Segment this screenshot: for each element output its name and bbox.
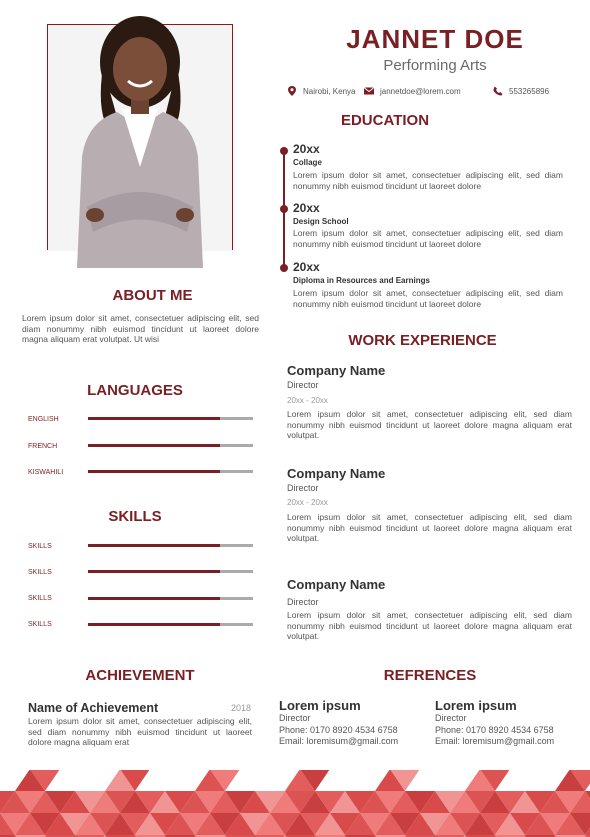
- education-year: 20xx: [293, 142, 320, 156]
- reference-name: Lorem ipsum: [279, 698, 361, 713]
- profile-photo-frame: [47, 24, 233, 250]
- job-description: Lorem ipsum dolor sit amet, consectetuer adipiscing elit, sed diam nonummy nibh euismod tincidunt ut laoreet dolore magna aliquam erat volutpat.: [287, 610, 572, 641]
- about-title: ABOUT ME: [112, 287, 193, 304]
- language-level-fill: [88, 417, 220, 420]
- timeline-dot: [280, 264, 288, 272]
- skill-level-fill: [88, 570, 220, 573]
- language-level-fill: [88, 444, 220, 447]
- references-title: REFRENCES: [383, 667, 477, 684]
- timeline-dot: [280, 147, 288, 155]
- skill-level-bar: [88, 623, 253, 626]
- contact-location: [287, 86, 355, 96]
- company-name: Company Name: [287, 466, 386, 481]
- contact-phone[interactable]: [493, 86, 549, 96]
- job-role: Director: [287, 380, 319, 390]
- phone-icon: [493, 86, 503, 96]
- contact-phone-text: 553265896: [509, 86, 550, 96]
- job-role: Director: [287, 597, 319, 607]
- profile-photo: [47, 7, 233, 268]
- language-level-bar: [88, 470, 253, 473]
- job-description: Lorem ipsum dolor sit amet, consectetuer adipiscing elit, sed diam nonummy nibh euismod tincidunt ut laoreet dolore magna aliquam erat volutpat.: [287, 512, 572, 543]
- language-label: ENGLISH: [28, 416, 59, 423]
- education-description: Lorem ipsum dolor sit amet, consectetuer adipiscing elit, sed diam nonummy nibh euismod tincidunt ut laoreet dolore: [293, 170, 563, 191]
- skill-level-bar: [88, 597, 253, 600]
- reference-card: [435, 698, 554, 748]
- language-label: FRENCH: [28, 443, 58, 450]
- reference-role: Director: [279, 713, 311, 723]
- contact-email-text: jannetdoe@lorem.com: [380, 86, 461, 96]
- job-description: Lorem ipsum dolor sit amet, consectetuer adipiscing elit, sed diam nonummy nibh euismod tincidunt ut laoreet dolore magna aliquam erat volutpat.: [287, 409, 572, 440]
- skill-level-fill: [88, 623, 220, 626]
- achievement-title: ACHIEVEMENT: [85, 667, 195, 684]
- skill-label: SKILLS: [28, 569, 52, 576]
- language-level-bar: [88, 444, 253, 447]
- achievement-year: 2018: [231, 703, 252, 713]
- skill-level-fill: [88, 544, 220, 547]
- education-institution: Design School: [293, 217, 349, 226]
- candidate-profession: Performing Arts: [383, 57, 487, 74]
- skill-label: SKILLS: [28, 543, 52, 550]
- education-year: 20xx: [293, 260, 320, 274]
- contact-email[interactable]: [364, 86, 461, 96]
- achievement-text: Lorem ipsum dolor sit amet, consectetuer adipiscing elit, sed diam nonummy nibh euismod tincidunt ut laoreet dolore magna aliquam erat: [28, 716, 252, 747]
- job-dates: 20xx - 20xx: [287, 498, 328, 507]
- skills-title: SKILLS: [108, 508, 162, 525]
- education-title: EDUCATION: [340, 112, 430, 129]
- education-institution: Collage: [293, 158, 322, 167]
- job-dates: 20xx - 20xx: [287, 396, 328, 405]
- skill-level-bar: [88, 570, 253, 573]
- language-level-bar: [88, 417, 253, 420]
- company-name: Company Name: [287, 363, 386, 378]
- education-description: Lorem ipsum dolor sit amet, consectetuer adipiscing elit, sed diam nonummy nibh euismod tincidunt ut laoreet dolore: [293, 288, 563, 309]
- work-title: WORK EXPERIENCE: [348, 332, 497, 349]
- company-name: Company Name: [287, 577, 386, 592]
- language-level-fill: [88, 470, 220, 473]
- reference-email: Email: loremisum@gmail.com: [279, 736, 399, 746]
- skill-label: SKILLS: [28, 621, 52, 628]
- job-role: Director: [287, 483, 319, 493]
- skill-level-bar: [88, 544, 253, 547]
- timeline-dot: [280, 205, 288, 213]
- language-label: KISWAHILI: [28, 469, 64, 476]
- achievement-name: Name of Achievement: [28, 701, 159, 715]
- reference-phone: Phone: 0170 8920 4534 6758: [279, 724, 398, 735]
- envelope-icon: [364, 86, 374, 96]
- education-description: Lorem ipsum dolor sit amet, consectetuer adipiscing elit, sed diam nonummy nibh euismod tincidunt ut laoreet dolore: [293, 228, 563, 249]
- reference-name: Lorem ipsum: [435, 698, 517, 713]
- skill-level-fill: [88, 597, 220, 600]
- reference-role: Director: [435, 713, 467, 723]
- education-institution: Diploma in Resources and Earnings: [293, 276, 430, 285]
- skill-label: SKILLS: [28, 595, 52, 602]
- reference-card: [279, 698, 398, 748]
- candidate-name: JANNET DOE: [346, 24, 524, 54]
- footer-triangle-pattern: [0, 770, 590, 837]
- languages-title: LANGUAGES: [87, 382, 183, 399]
- contact-location-text: Nairobi, Kenya: [303, 86, 356, 96]
- about-text: Lorem ipsum dolor sit amet, consectetuer adipiscing elit, sed diam nonummy nibh euismod tincidunt ut laoreet dolore magna aliquam erat volutpat. Ut wisi: [22, 313, 259, 344]
- reference-phone: Phone: 0170 8920 4534 6758: [435, 724, 554, 735]
- reference-email: Email: loremisum@gmail.com: [435, 736, 555, 746]
- location-pin-icon: [287, 86, 297, 96]
- education-year: 20xx: [293, 201, 320, 215]
